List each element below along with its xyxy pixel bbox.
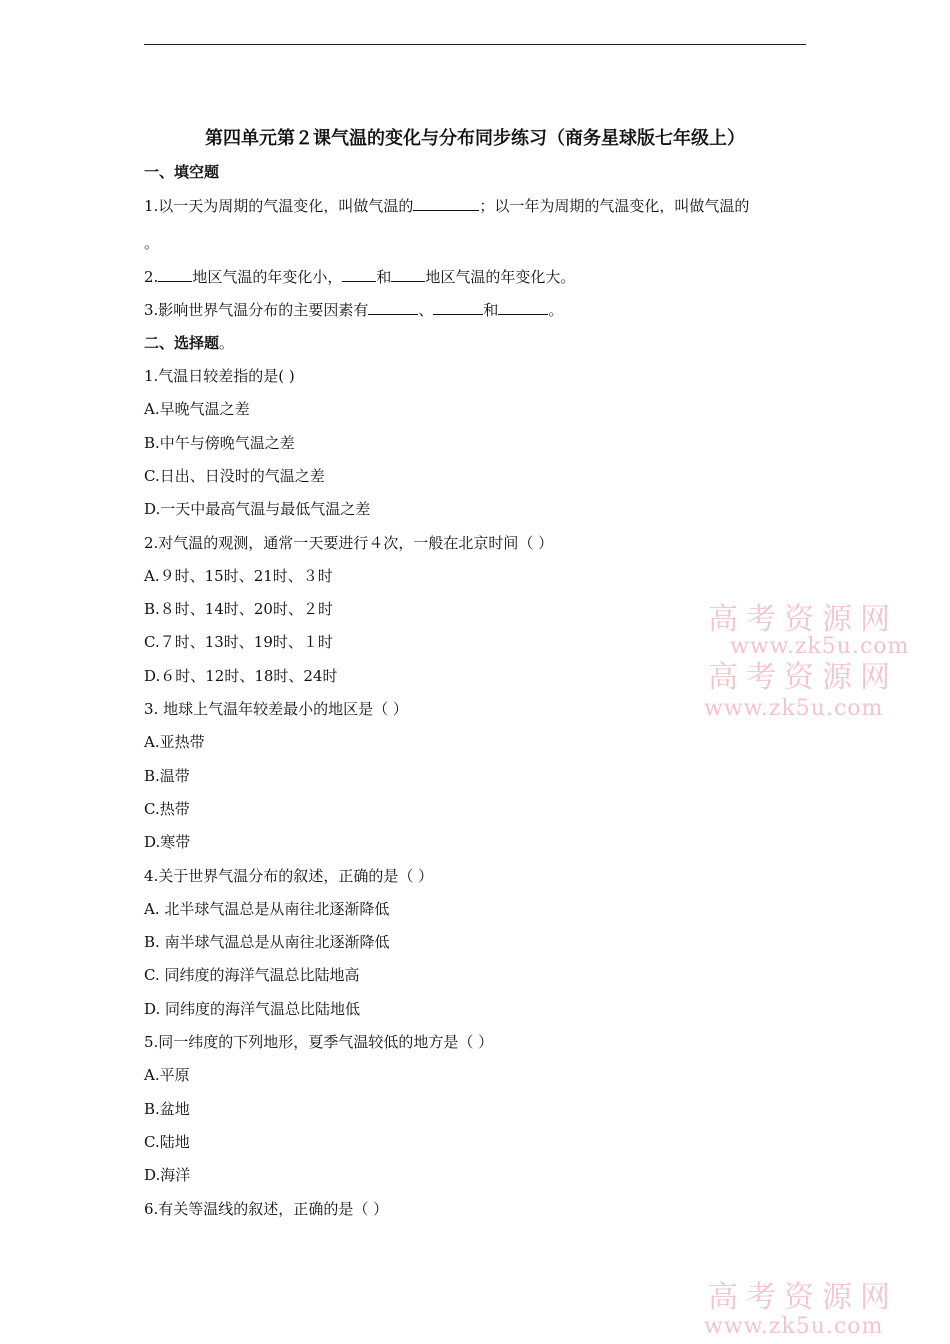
watermark-text: 高考资源网	[708, 602, 898, 637]
choice-line: A.亚热带	[144, 733, 205, 752]
choice-line: A. 北半球气温总是从南往北逐渐降低	[144, 899, 390, 918]
choice-line: B.盆地	[144, 1099, 190, 1118]
choice-line: 5.同一纬度的下列地形，夏季气温较低的地方是（ ）	[144, 1033, 494, 1051]
choice-line: 2.对气温的观测，通常一天要进行４次，一般在北京时间（ ）	[144, 533, 554, 552]
q3-blank-2	[433, 300, 483, 315]
document-title: 第四单元第２课气温的变化与分布同步练习（商务星球版七年级上）	[205, 128, 745, 149]
section2-heading: 二、选择题	[144, 334, 220, 352]
watermark-url: www.zk5u.com	[730, 634, 910, 659]
q2-text-c: 和	[376, 268, 392, 286]
q1-blank-1	[413, 196, 479, 211]
choice-line: B.中午与傍晚气温之差	[144, 433, 295, 452]
q3-text-d: 。	[548, 301, 564, 319]
choice-line: C.７时、13时、19时、１时	[144, 633, 333, 652]
choice-line: 1.气温日较差指的是( )	[144, 367, 295, 385]
choice-line: C. 同纬度的海洋气温总比陆地高	[144, 966, 360, 985]
q3-blank-1	[368, 300, 418, 315]
q1-text-a: 1.以一天为周期的气温变化，叫做气温的	[144, 197, 414, 215]
q2-text-d: 地区气温的年变化大。	[425, 268, 576, 286]
q3-text-c: 和	[483, 301, 499, 319]
watermark-text: 高考资源网	[708, 660, 898, 695]
choice-line: D.一天中最高气温与最低气温之差	[144, 500, 371, 519]
q2-blank-1	[158, 267, 192, 282]
watermark-url: www.zk5u.com	[704, 1314, 884, 1339]
q1-text-c: 。	[144, 234, 160, 252]
fill-question-3	[144, 299, 563, 320]
watermark-text: 高考资源网	[708, 1280, 898, 1315]
choice-line: A.９时、15时、21时、３时	[144, 566, 333, 585]
section2-heading-suffix: 。	[219, 334, 235, 352]
fill-question-1-cont	[144, 232, 159, 253]
choice-line: C.热带	[144, 799, 190, 818]
choice-line: B.温带	[144, 766, 190, 785]
q2-blank-2	[342, 267, 376, 282]
q2-text-b: 地区气温的年变化小，	[192, 268, 343, 286]
section2-heading-row	[144, 332, 234, 353]
choice-line: 4.关于世界气温分布的叙述，正确的是（ ）	[144, 866, 434, 885]
choice-line: D.６时、12时、18时、24时	[144, 666, 338, 685]
choice-line: 3. 地球上气温年较差最小的地区是（ ）	[144, 700, 408, 718]
q3-text-b: 、	[418, 301, 434, 319]
choice-line: D. 同纬度的海洋气温总比陆地低	[144, 999, 361, 1018]
choice-line: B.８时、14时、20时、２时	[144, 600, 333, 619]
q2-blank-3	[391, 267, 425, 282]
choice-line: 6.有关等温线的叙述，正确的是（ ）	[144, 1199, 389, 1218]
choice-line: D.海洋	[144, 1166, 191, 1185]
header-rule	[144, 44, 806, 45]
choice-line: D.寒带	[144, 833, 191, 852]
choice-line: B. 南半球气温总是从南往北逐渐降低	[144, 933, 390, 952]
choice-line: C.日出、日没时的气温之差	[144, 466, 325, 485]
q2-text-a: 2.	[144, 268, 159, 286]
q3-blank-3	[498, 300, 548, 315]
choice-line: A.平原	[144, 1066, 190, 1085]
section1-heading: 一、填空题	[144, 163, 220, 181]
fill-question-2	[144, 266, 575, 287]
choice-line: C.陆地	[144, 1132, 190, 1151]
q1-text-b: ；以一年为周期的气温变化，叫做气温的	[479, 197, 750, 215]
q3-text-a: 3.影响世界气温分布的主要因素有	[144, 301, 369, 319]
fill-question-1	[144, 195, 749, 216]
choice-line: A.早晚气温之差	[144, 400, 250, 419]
watermark-url: www.zk5u.com	[704, 696, 884, 721]
